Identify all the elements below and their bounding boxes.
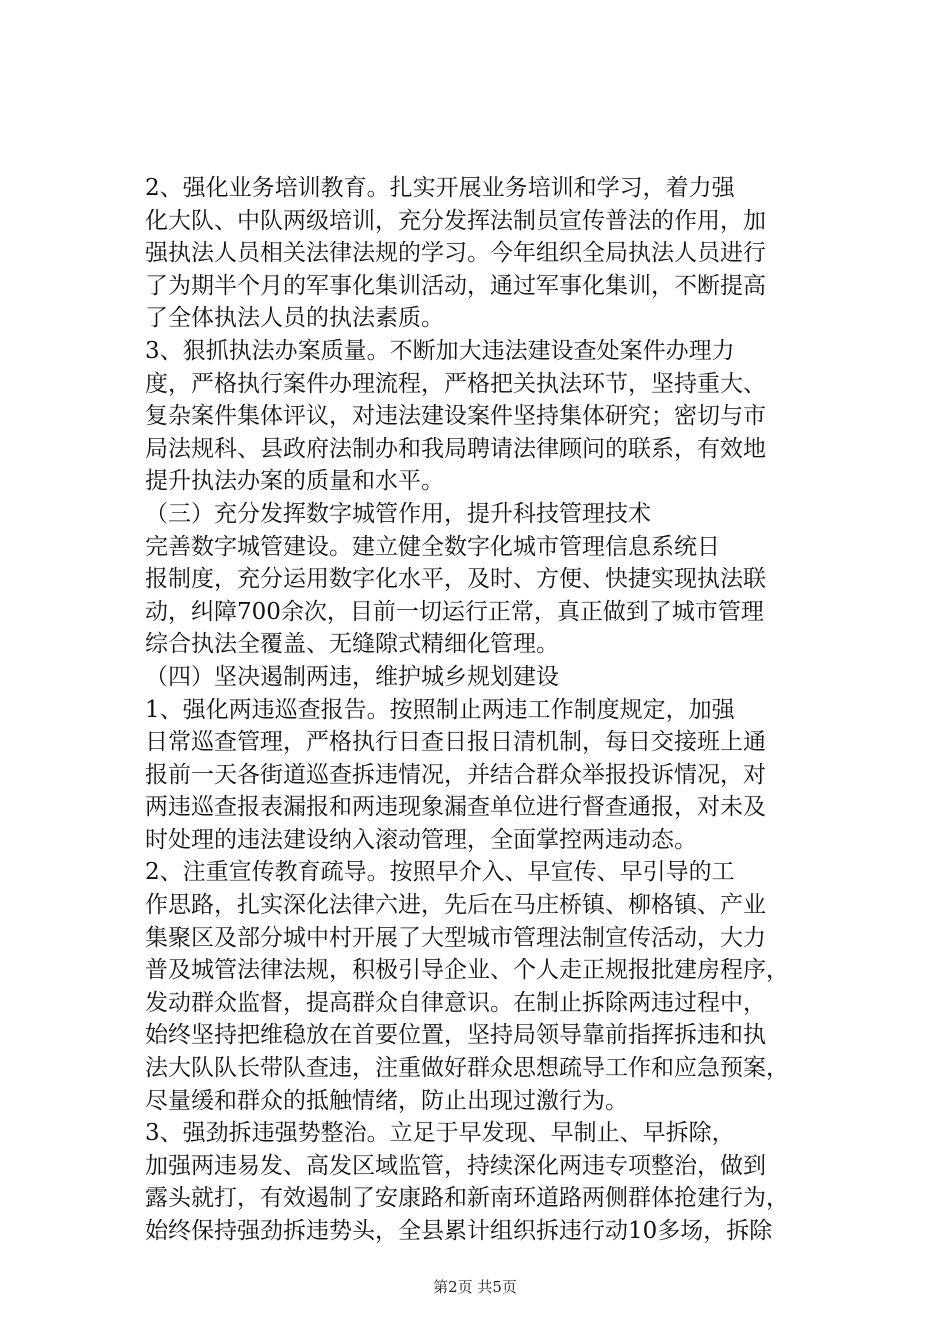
text-line: 法大队队长带队查违，注重做好群众思想疏导工作和应急预案，	[145, 1055, 789, 1082]
text-line: 始终坚持把维稳放在首要位置，坚持局领导靠前指挥拆违和执	[145, 1022, 766, 1049]
text-line: 了全体执法人员的执法素质。	[145, 305, 444, 332]
text-line: 尽量缓和群众的抵触情绪，防止出现过激行为。	[145, 1087, 628, 1114]
text-line: 集聚区及部分城中村开展了大型城市管理法制宣传活动，大力	[145, 924, 766, 951]
text-line: 2、强化业务培训教育。扎实开展业务培训和学习，着力强	[145, 175, 735, 201]
text-line: 始终保持强劲拆违势头，全县累计组织拆违行动10多场，拆除	[145, 1218, 773, 1244]
text-line: 复杂案件集体评议，对违法建设案件坚持集体研究；密切与市	[145, 403, 766, 430]
document-body	[145, 172, 817, 1248]
section-heading: （三）充分发挥数字城管作用，提升科技管理技术	[145, 500, 651, 527]
text-line: 报前一天各街道巡查拆违情况，并结合群众举报投诉情况，对	[145, 761, 766, 788]
text-line: 局法规科、县政府法制办和我局聘请法律顾问的联系，有效地	[145, 435, 766, 462]
text-line: 完善数字城管建设。建立健全数字化城市管理信息系统日	[145, 533, 720, 560]
text-line: 2、注重宣传教育疏导。按照早介入、早宣传、早引导的工	[145, 859, 735, 886]
text-line: 3、强劲拆违强势整治。立足于早发现、早制止、早拆除，	[145, 1120, 735, 1147]
text-line: 普及城管法律法规，积极引导企业、个人走正规报批建房程序，	[145, 957, 789, 984]
page-number-footer: 第2页 共5页	[433, 1278, 517, 1296]
text-line: 报制度，充分运用数字化水平，及时、方便、快捷实现执法联	[145, 566, 766, 593]
text-line: 3、狠抓执法办案质量。不断加大违法建设查处案件办理力	[145, 337, 735, 364]
text-line: 加强两违易发、高发区域监管，持续深化两违专项整治，做到	[145, 1152, 766, 1179]
text-line: 了为期半个月的军事化集训活动，通过军事化集训，不断提高	[145, 272, 766, 299]
text-line: 时处理的违法建设纳入滚动管理，全面掌控两违动态。	[145, 826, 697, 853]
text-line: 作思路，扎实深化法律六进，先后在马庄桥镇、柳格镇、产业	[145, 892, 766, 919]
text-line: 发动群众监督，提高群众自律意识。在制止拆除两违过程中，	[145, 989, 766, 1016]
text-line: 度，严格执行案件办理流程，严格把关执法环节，坚持重大、	[145, 370, 766, 397]
text-line: 综合执法全覆盖、无缝隙式精细化管理。	[145, 631, 559, 658]
text-line: 动，纠障700余次，目前一切运行正常，真正做到了城市管理	[145, 598, 764, 625]
text-line: 日常巡查管理，严格执行日查日报日清机制，每日交接班上通	[145, 729, 766, 756]
text-line: 1、强化两违巡查报告。按照制止两违工作制度规定，加强	[145, 696, 735, 723]
text-line: 强执法人员相关法律法规的学习。今年组织全局执法人员进行	[145, 240, 766, 267]
section-heading: （四）坚决遏制两违，维护城乡规划建设	[145, 663, 559, 690]
text-line: 两违巡查报表漏报和两违现象漏查单位进行督查通报，对未及	[145, 794, 766, 821]
text-line: 化大队、中队两级培训，充分发挥法制员宣传普法的作用，加	[145, 207, 766, 234]
text-line: 露头就打，有效遏制了安康路和新南环道路两侧群体抢建行为，	[145, 1185, 789, 1212]
text-line: 提升执法办案的质量和水平。	[145, 468, 444, 495]
